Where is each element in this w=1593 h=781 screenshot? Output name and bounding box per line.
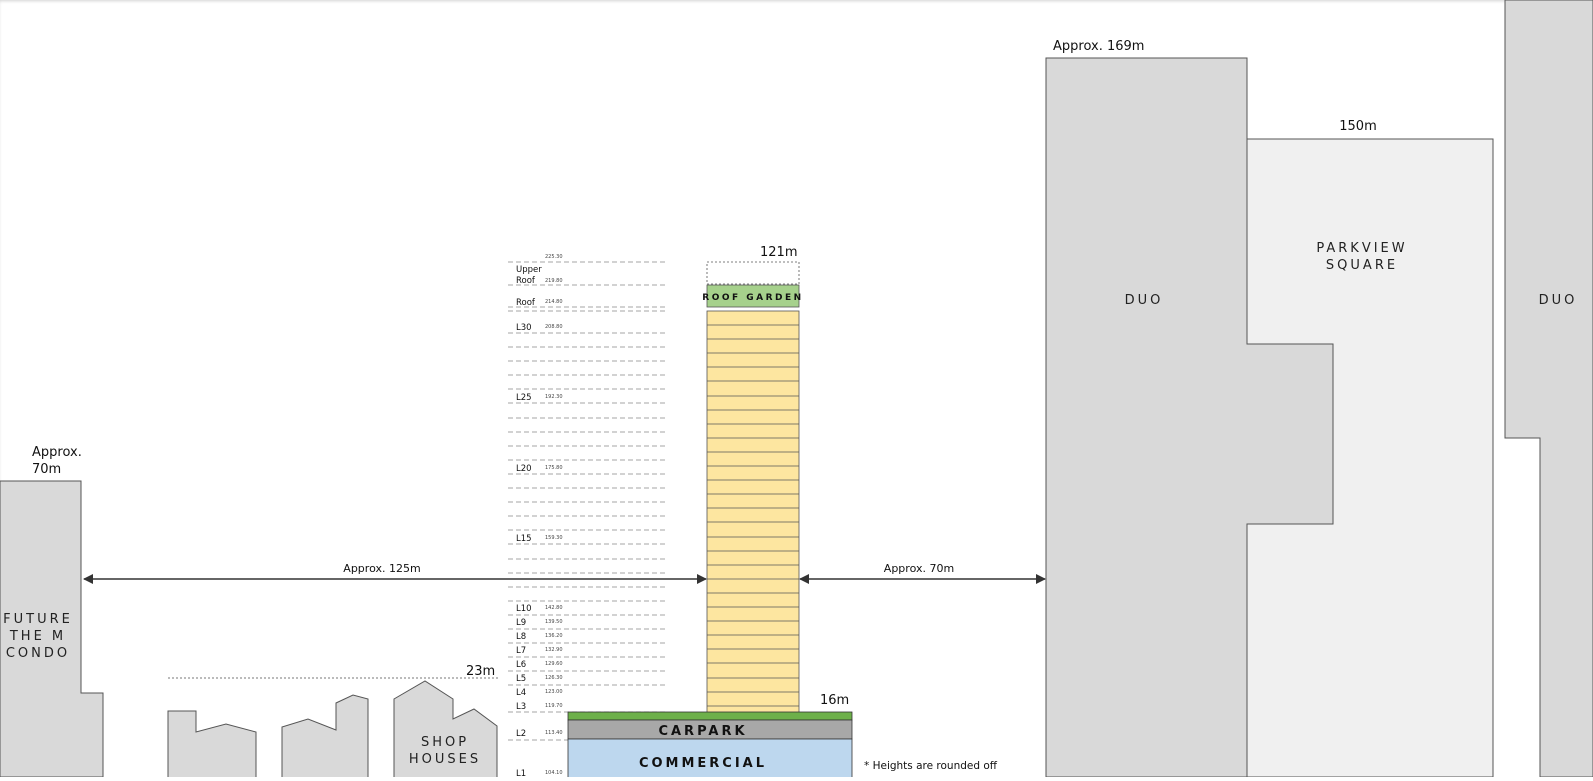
duo-right-label: DUO: [1538, 293, 1578, 308]
carpark-label: CARPARK: [658, 724, 748, 739]
level-l25: L25: [516, 393, 532, 403]
level-labels: [516, 254, 563, 777]
tower-shaft: [707, 311, 799, 713]
elev-l30: 208.80: [545, 324, 563, 330]
parkview-height: 150m: [1339, 119, 1377, 134]
level-l5: L5: [516, 674, 527, 684]
level-dashed-lines: [508, 262, 668, 740]
elev-l6: 129.60: [545, 661, 563, 667]
elev-l2: 113.40: [545, 730, 563, 736]
podium-height: 16m: [820, 693, 850, 708]
podium-green-roof: [568, 712, 852, 720]
commercial-label: COMMERCIAL: [638, 756, 768, 771]
elev-l25: 192.30: [545, 394, 563, 400]
level-upper-roof-line1: Upper: [516, 265, 542, 275]
level-l10: L10: [516, 604, 532, 614]
elev-l8: 136.20: [545, 633, 563, 639]
level-l7: L7: [516, 646, 527, 656]
level-roof: Roof: [516, 298, 535, 308]
level-l20: L20: [516, 464, 532, 474]
top-elevation: 225.30: [545, 254, 563, 260]
parkview-label-line2: SQUARE: [1325, 258, 1399, 273]
tower-top-outline: [707, 262, 799, 284]
future-condo-label-line3: CONDO: [5, 646, 71, 661]
elev-l3: 119.70: [545, 703, 563, 709]
duo-right-building: [1505, 0, 1593, 777]
future-condo-label-line1: FUTURE: [3, 612, 73, 627]
future-condo-label-line2: THE M: [9, 629, 67, 644]
elev-l4: 123.00: [545, 689, 563, 695]
shophouse-2: [282, 695, 368, 777]
elev-l5: 126.30: [545, 675, 563, 681]
level-l2: L2: [516, 729, 527, 739]
tower-height: 121m: [760, 245, 798, 260]
level-l30: L30: [516, 323, 532, 333]
level-l15: L15: [516, 534, 532, 544]
elev-l9: 139.50: [545, 619, 563, 625]
elev-l1: 104.10: [545, 770, 563, 776]
elev-l7: 132.90: [545, 647, 563, 653]
level-l6: L6: [516, 660, 527, 670]
level-l4: L4: [516, 688, 527, 698]
elev-roof: 214.80: [545, 299, 563, 305]
parkview-label-line1: PARKVIEW: [1316, 241, 1408, 256]
future-condo-height-line2: 70m: [32, 462, 62, 477]
future-condo-height-line1: Approx.: [32, 445, 82, 460]
duo-left-height: Approx. 169m: [1053, 39, 1145, 54]
distance-right-label: Approx. 70m: [883, 562, 955, 575]
heights-note: * Heights are rounded off: [864, 760, 998, 772]
level-l8: L8: [516, 632, 527, 642]
level-l3: L3: [516, 702, 527, 712]
level-l1: L1: [516, 769, 527, 777]
shophouse-1: [168, 711, 256, 777]
level-l9: L9: [516, 618, 527, 628]
elev-l15: 159.30: [545, 535, 563, 541]
shophouse-label-line2: HOUSES: [408, 752, 482, 767]
distance-left-label: Approx. 125m: [343, 562, 421, 575]
elev-upper-roof: 219.80: [545, 278, 563, 284]
roof-garden-label: ROOF GARDEN: [702, 293, 804, 303]
shophouse-height: 23m: [466, 664, 496, 679]
shophouse-label-line1: SHOP: [420, 735, 470, 750]
level-upper-roof-line2: Roof: [516, 276, 535, 286]
elev-l20: 175.80: [545, 465, 563, 471]
duo-left-label: DUO: [1124, 293, 1164, 308]
elev-l10: 142.80: [545, 605, 563, 611]
